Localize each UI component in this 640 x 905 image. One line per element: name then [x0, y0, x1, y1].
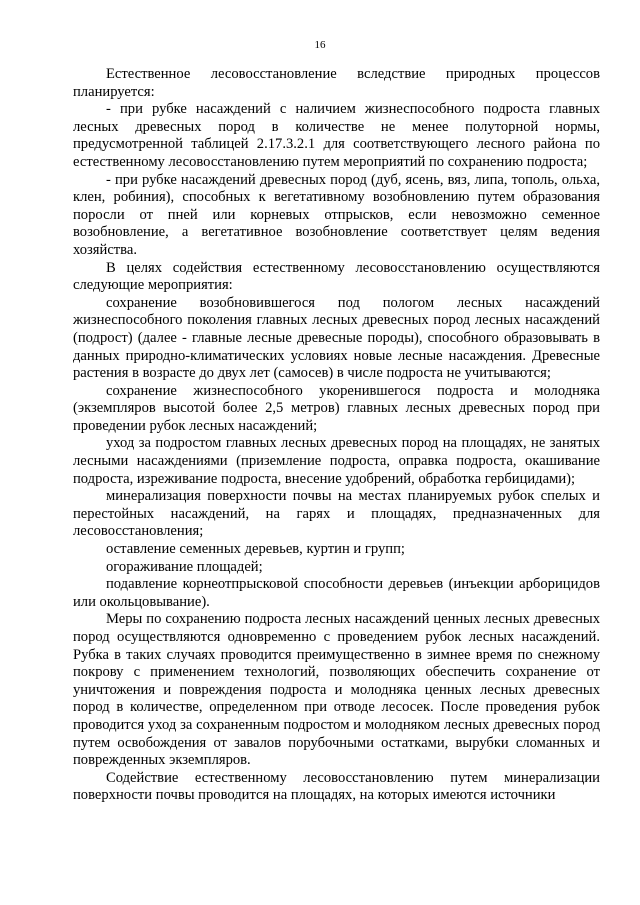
paragraph-measure-fencing: огораживание площадей; — [106, 558, 263, 575]
paragraph-measure-preserve-young-growth: сохранение жизнеспособного укоренившегося подроста и молодняка (экземпляров высотой более 2,5 метров) главных лесных древесных пород при проведении рубок лесных насаждений; — [73, 382, 600, 434]
paragraph-vegetative-condition: - при рубке насаждений древесных пород (дуб, ясень, вяз, липа, тополь, ольха, клен, робиния), способных к вегетативному возобновлению путем образования поросли от пней или корневых отпрысков, если невозможно семенное возобновление, а вегетативное возобновление соответствует целям ведения хозяйства. — [73, 171, 600, 258]
document-body — [73, 66, 600, 805]
paragraph-measure-root-sucker-suppression: подавление корнеотпрысковой способности деревьев (инъекции арборицидов или окольцовывание). — [73, 576, 600, 610]
paragraph-measure-preserve-undergrowth: сохранение возобновившегося под пологом лесных насаждений жизнеспособного поколения главных лесных древесных пород лесных насаждений (подрост) (далее - главные лесные древесные породы), способного образовывать в данных природно-климатических условиях новые лесные насаждения. Древесные растения в возрасте до двух лет (самосев) в числе подроста не учитываются; — [73, 294, 600, 382]
paragraph-measure-soil-mineralization: минерализация поверхности почвы на местах планируемых рубок спелых и перестойных насаждений, на гарях и площадях, предназначенных для лесовосстановления; — [73, 488, 600, 540]
paragraph-assistance-intro: В целях содействия естественному лесовосстановлению осуществляются следующие мероприятия: — [73, 259, 600, 294]
paragraph-measure-care: уход за подростом главных лесных древесных пород на площадях, не занятых лесными насаждениями (приземление подроста, оправка подроста, окашивание подроста, изреживание подроста, внесение удобрений, обработка гербицидами); — [73, 435, 600, 487]
paragraph-undergrowth-condition: - при рубке насаждений с наличием жизнеспособного подроста главных лесных древесных пород в количестве не менее полуторной нормы, предусмотренной таблицей 2.17.3.2.1 для соответствующего лесного района по естественному лесовосстановлению путем мероприятий по сохранению подроста; — [73, 101, 600, 170]
paragraph-natural-regeneration-intro: Естественное лесовосстановление вследствие природных процессов планируется: — [73, 66, 600, 100]
page-number: 16 — [314, 39, 326, 51]
paragraph-measure-seed-trees: оставление семенных деревьев, куртин и групп; — [106, 541, 405, 558]
paragraph-preservation-measures: Меры по сохранению подроста лесных насаждений ценных лесных древесных пород осуществляются одновременно с проведением рубок лесных насаждений. Рубка в таких случаях проводится преимущественно в зимнее время по снежному покрову с применением технологий, позволяющих обеспечить сохранение от уничтожения и повреждения подроста и молодняка ценных лесных древесных пород в количестве, определенном при отводе лесосек. После проведения рубок проводится уход за сохраненным подростом и молодняком лесных древесных пород путем освобождения от завалов порубочными остатками, вырубки сломанных и поврежденных экземпляров. — [73, 611, 600, 769]
paragraph-mineralization-assistance: Содействие естественному лесовосстановлению путем минерализации поверхности почвы проводится на площадях, на которых имеются источники — [73, 769, 600, 804]
